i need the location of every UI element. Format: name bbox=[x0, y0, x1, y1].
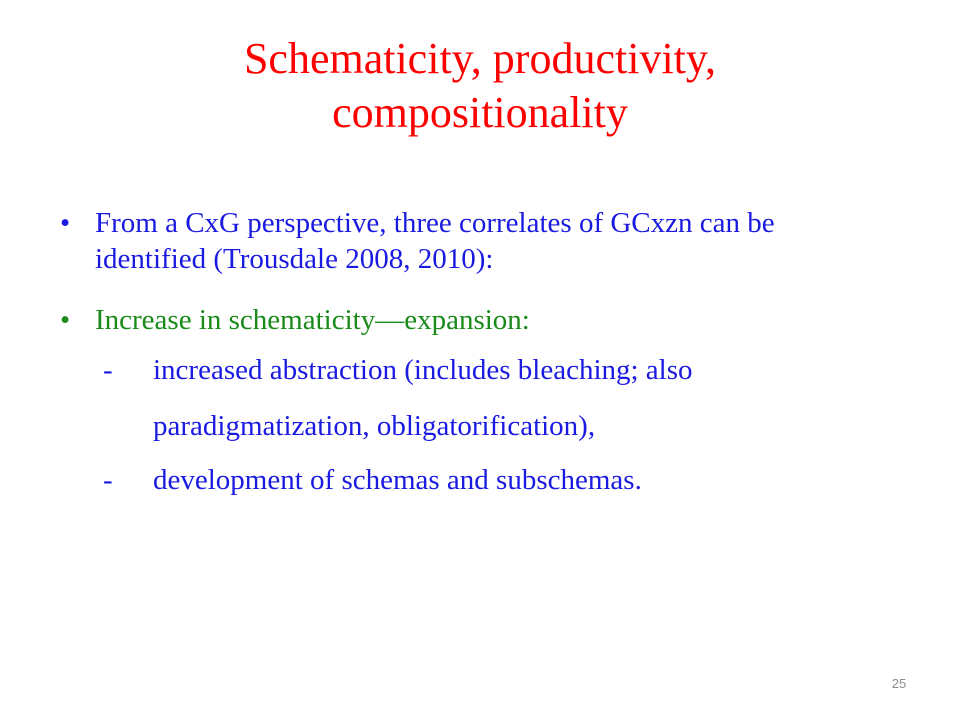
sub-item-1-continuation bbox=[153, 408, 913, 444]
slide-title-line-1: Schematicity, productivity, bbox=[243, 34, 717, 83]
sub-marker-1: - bbox=[103, 354, 113, 386]
bullet-marker-2: • bbox=[60, 304, 71, 336]
page-number: 25 bbox=[891, 676, 907, 691]
sub-text-1: increased abstraction (includes bleaching; also bbox=[153, 354, 693, 386]
bullet-text-1: From a CxG perspective, three correlates of GCxzn can be identified (Trousdale 2008, 2010): bbox=[95, 207, 775, 275]
sub-marker-2: - bbox=[103, 464, 113, 496]
sub-text-2: development of schemas and subschemas. bbox=[153, 464, 642, 496]
slide-title-line-2: compositionality bbox=[332, 88, 628, 137]
bullet-text-2: Increase in schematicity—expansion: bbox=[95, 304, 530, 336]
bullet-item-1 bbox=[60, 205, 880, 277]
bullet-item-2 bbox=[60, 302, 880, 338]
sub-item-2 bbox=[103, 462, 893, 498]
sub-text-1-continuation: paradigmatization, obligatorification), bbox=[153, 410, 596, 442]
sub-item-1 bbox=[103, 352, 893, 388]
slide-title bbox=[60, 32, 900, 140]
bullet-marker-1: • bbox=[60, 207, 71, 239]
